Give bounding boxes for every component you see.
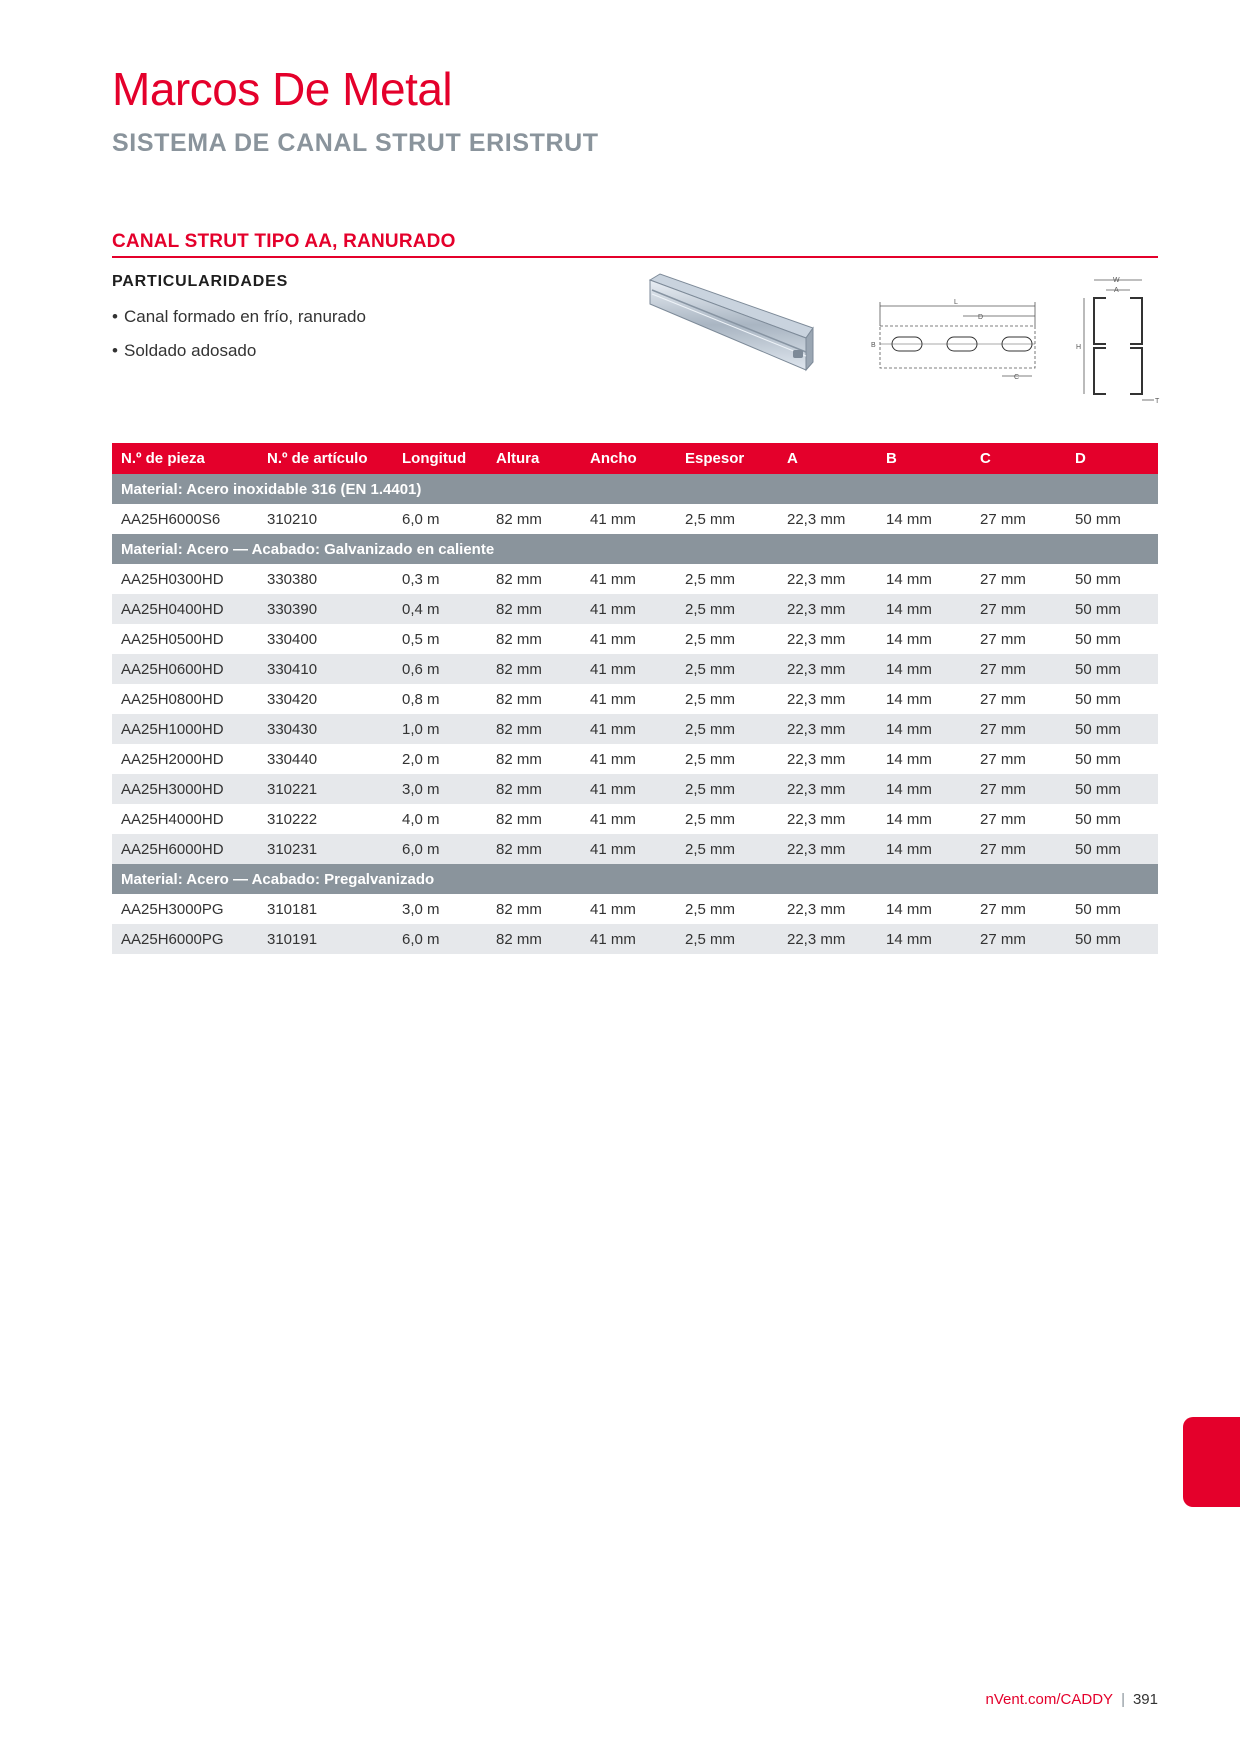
table-cell: 330380	[267, 570, 318, 588]
table-cell: 14 mm	[877, 834, 971, 864]
table-cell: 22,3 mm	[787, 570, 846, 588]
table-cell: 330430	[258, 714, 393, 744]
table-cell: 50 mm	[1075, 510, 1121, 528]
table-cell: 310210	[267, 510, 318, 528]
table-cell: 41 mm	[590, 750, 636, 768]
table-cell: 82 mm	[496, 690, 542, 708]
table-cell: 310181	[267, 900, 318, 918]
table-row	[112, 594, 1158, 624]
dim-label-c: C	[1014, 374, 1020, 381]
table-body	[112, 474, 1158, 954]
page-number: 391	[1132, 1691, 1158, 1708]
table-cell: 2,5 mm	[685, 630, 736, 648]
table-cell: 2,5 mm	[676, 654, 778, 684]
table-cell: 27 mm	[971, 924, 1066, 954]
table-cell: 310222	[267, 810, 318, 828]
column-header: Espesor	[676, 443, 778, 474]
table-cell: 50 mm	[1066, 714, 1158, 744]
table-cell: 22,3 mm	[778, 714, 877, 744]
table-cell: 14 mm	[886, 690, 932, 708]
table-cell: 2,5 mm	[676, 924, 778, 954]
table-cell: AA25H6000S6	[121, 510, 221, 528]
table-cell: 22,3 mm	[778, 924, 877, 954]
material-label: Material: Acero — Acabado: Pregalvanizado	[112, 864, 1158, 894]
table-cell: 14 mm	[886, 630, 932, 648]
section-title: CANAL STRUT TIPO AA, RANURADO	[112, 231, 456, 252]
table-cell: 22,3 mm	[787, 690, 846, 708]
table-cell: 82 mm	[496, 570, 542, 588]
column-header: N.º de artículo	[258, 443, 393, 474]
section-tab	[1183, 1417, 1240, 1507]
table-cell: AA25H6000HD	[112, 834, 258, 864]
table-cell: 330390	[258, 594, 393, 624]
table-cell: 330410	[258, 654, 393, 684]
material-group-row	[112, 864, 1158, 894]
table-cell: AA25H6000PG	[112, 924, 258, 954]
feature-item: • Canal formado en frío, ranurado	[112, 307, 366, 326]
table-cell: 2,5 mm	[685, 810, 736, 828]
table-cell: 14 mm	[877, 774, 971, 804]
material-group-row	[112, 474, 1158, 504]
feature-text: Soldado adosado	[124, 341, 257, 360]
table-cell: 6,0 m	[393, 834, 487, 864]
table-cell: 14 mm	[886, 810, 932, 828]
table-cell: 82 mm	[496, 750, 542, 768]
feature-item: • Soldado adosado	[112, 341, 257, 360]
table-cell: 41 mm	[581, 594, 676, 624]
side-view-diagram	[870, 296, 1040, 386]
table-cell: 1,0 m	[393, 714, 487, 744]
table-cell: 14 mm	[877, 654, 971, 684]
table-cell: 50 mm	[1066, 924, 1158, 954]
table-cell: 41 mm	[590, 900, 636, 918]
table-cell: 2,5 mm	[676, 834, 778, 864]
table-cell: 22,3 mm	[787, 510, 846, 528]
table-cell: 14 mm	[877, 594, 971, 624]
table-cell: 50 mm	[1075, 750, 1121, 768]
dim-label-h: H	[1076, 344, 1082, 351]
table-cell: 2,5 mm	[685, 750, 736, 768]
material-label: Material: Acero inoxidable 316 (EN 1.4401)	[112, 474, 1158, 504]
table-cell: 0,4 m	[393, 594, 487, 624]
table-cell: 2,5 mm	[685, 900, 736, 918]
table-cell: 0,6 m	[393, 654, 487, 684]
table-cell: 82 mm	[487, 714, 581, 744]
table-cell: 27 mm	[971, 594, 1066, 624]
table-cell: 14 mm	[877, 924, 971, 954]
table-cell: 82 mm	[487, 594, 581, 624]
dim-label-d: D	[978, 314, 984, 321]
table-cell: AA25H0500HD	[121, 630, 224, 648]
table-cell: 82 mm	[496, 810, 542, 828]
table-cell: 41 mm	[590, 510, 636, 528]
table-cell: 6,0 m	[393, 924, 487, 954]
column-header: N.º de pieza	[112, 443, 258, 474]
table-cell: 22,3 mm	[778, 834, 877, 864]
table-cell: AA25H0300HD	[121, 570, 224, 588]
column-header: C	[971, 443, 1066, 474]
table-cell: 41 mm	[581, 654, 676, 684]
table-cell: 27 mm	[980, 630, 1026, 648]
table-cell: 2,5 mm	[676, 714, 778, 744]
table-cell: 22,3 mm	[787, 630, 846, 648]
feature-text: Canal formado en frío, ranurado	[124, 307, 366, 326]
table-row	[112, 654, 1158, 684]
table-cell: AA25H0400HD	[112, 594, 258, 624]
table-cell: 330420	[267, 690, 318, 708]
table-cell: 0,8 m	[402, 690, 440, 708]
table-cell: 50 mm	[1066, 654, 1158, 684]
table-cell: 50 mm	[1075, 810, 1121, 828]
table-cell: AA25H2000HD	[121, 750, 224, 768]
table-cell: 82 mm	[496, 630, 542, 648]
table-cell: 27 mm	[980, 510, 1026, 528]
dim-label-l: L	[954, 299, 958, 306]
table-cell: 41 mm	[590, 630, 636, 648]
table-cell: 27 mm	[980, 810, 1026, 828]
table-cell: 3,0 m	[402, 900, 440, 918]
table-cell: 14 mm	[886, 900, 932, 918]
table-cell: 82 mm	[487, 834, 581, 864]
footer-separator: |	[1121, 1691, 1125, 1708]
table-cell: 22,3 mm	[787, 900, 846, 918]
table-cell: 27 mm	[980, 900, 1026, 918]
material-label: Material: Acero — Acabado: Galvanizado en caliente	[112, 534, 1158, 564]
table-row	[112, 924, 1158, 954]
features-heading: PARTICULARIDADES	[112, 273, 289, 290]
table-cell: 50 mm	[1075, 630, 1121, 648]
table-cell: 41 mm	[581, 834, 676, 864]
table-cell: 22,3 mm	[778, 774, 877, 804]
table-cell: 41 mm	[590, 810, 636, 828]
table-cell: 27 mm	[971, 774, 1066, 804]
end-view-diagram	[1076, 276, 1160, 406]
table-cell: 14 mm	[886, 570, 932, 588]
table-cell: 2,5 mm	[676, 594, 778, 624]
table-cell: 2,5 mm	[685, 510, 736, 528]
table-cell: 27 mm	[971, 654, 1066, 684]
table-cell: 330400	[267, 630, 318, 648]
table-row	[112, 894, 1158, 924]
table-row	[112, 774, 1158, 804]
table-cell: 27 mm	[980, 690, 1026, 708]
table-cell: 330440	[267, 750, 318, 768]
table-row	[112, 834, 1158, 864]
table-cell: 2,5 mm	[685, 570, 736, 588]
table-cell: 310191	[258, 924, 393, 954]
table-cell: 50 mm	[1075, 900, 1121, 918]
table-cell: 22,3 mm	[778, 654, 877, 684]
table-cell: 4,0 m	[402, 810, 440, 828]
table-cell: 41 mm	[581, 774, 676, 804]
table-cell: 2,5 mm	[676, 774, 778, 804]
table-cell: 310221	[258, 774, 393, 804]
table-cell: 14 mm	[886, 750, 932, 768]
table-cell: 41 mm	[581, 924, 676, 954]
dim-label-w: W	[1113, 277, 1120, 284]
dim-label-a: A	[1114, 287, 1119, 294]
section-divider	[112, 256, 1158, 258]
table-row	[112, 624, 1158, 654]
table-cell: 50 mm	[1066, 594, 1158, 624]
table-cell: 14 mm	[886, 510, 932, 528]
table-cell: AA25H3000HD	[112, 774, 258, 804]
dim-label-b: B	[871, 342, 876, 349]
strut-channel-image	[648, 270, 818, 380]
table-cell: 50 mm	[1066, 834, 1158, 864]
table-cell: 22,3 mm	[787, 810, 846, 828]
column-header: A	[778, 443, 877, 474]
table-row	[112, 564, 1158, 594]
table-cell: 41 mm	[590, 690, 636, 708]
column-header: D	[1066, 443, 1158, 474]
table-cell: AA25H1000HD	[112, 714, 258, 744]
table-row	[112, 504, 1158, 534]
page-title: Marcos De Metal	[112, 63, 453, 115]
table-cell: 22,3 mm	[778, 594, 877, 624]
table-cell: 50 mm	[1075, 570, 1121, 588]
footer	[986, 1692, 1159, 1707]
table-cell: 27 mm	[980, 570, 1026, 588]
table-cell: AA25H0600HD	[112, 654, 258, 684]
table-cell: 310231	[258, 834, 393, 864]
table-cell: 3,0 m	[393, 774, 487, 804]
table-cell: 14 mm	[877, 714, 971, 744]
table-cell: 6,0 m	[402, 510, 440, 528]
table-header-row	[112, 443, 1158, 474]
table-cell: 27 mm	[971, 714, 1066, 744]
table-cell: 2,5 mm	[685, 690, 736, 708]
table-row	[112, 804, 1158, 834]
column-header: Altura	[487, 443, 581, 474]
footer-link[interactable]: nVent.com/CADDY	[985, 1691, 1114, 1708]
table-cell: AA25H3000PG	[121, 900, 224, 918]
column-header: B	[877, 443, 971, 474]
table-cell: 82 mm	[496, 900, 542, 918]
table-cell: 50 mm	[1066, 774, 1158, 804]
table-cell: 41 mm	[590, 570, 636, 588]
table-cell: 82 mm	[496, 510, 542, 528]
table-cell: 82 mm	[487, 774, 581, 804]
features-list	[112, 305, 366, 373]
table-cell: 82 mm	[487, 924, 581, 954]
material-group-row	[112, 534, 1158, 564]
table-row	[112, 714, 1158, 744]
table-cell: 2,0 m	[402, 750, 440, 768]
table-cell: 0,5 m	[402, 630, 440, 648]
table-cell: 82 mm	[487, 654, 581, 684]
table-cell: 41 mm	[581, 714, 676, 744]
table-cell: 22,3 mm	[787, 750, 846, 768]
table-cell: 27 mm	[971, 834, 1066, 864]
table-cell: 50 mm	[1075, 690, 1121, 708]
table-cell: AA25H4000HD	[121, 810, 224, 828]
table-cell: 27 mm	[980, 750, 1026, 768]
column-header: Longitud	[393, 443, 487, 474]
spec-table	[112, 443, 1158, 954]
page-subtitle: SISTEMA DE CANAL STRUT ERISTRUT	[112, 129, 599, 157]
table-row	[112, 744, 1158, 774]
dim-label-t: T	[1155, 398, 1160, 405]
table-cell: AA25H0800HD	[121, 690, 224, 708]
column-header: Ancho	[581, 443, 676, 474]
table-row	[112, 684, 1158, 714]
table-cell: 0,3 m	[402, 570, 440, 588]
